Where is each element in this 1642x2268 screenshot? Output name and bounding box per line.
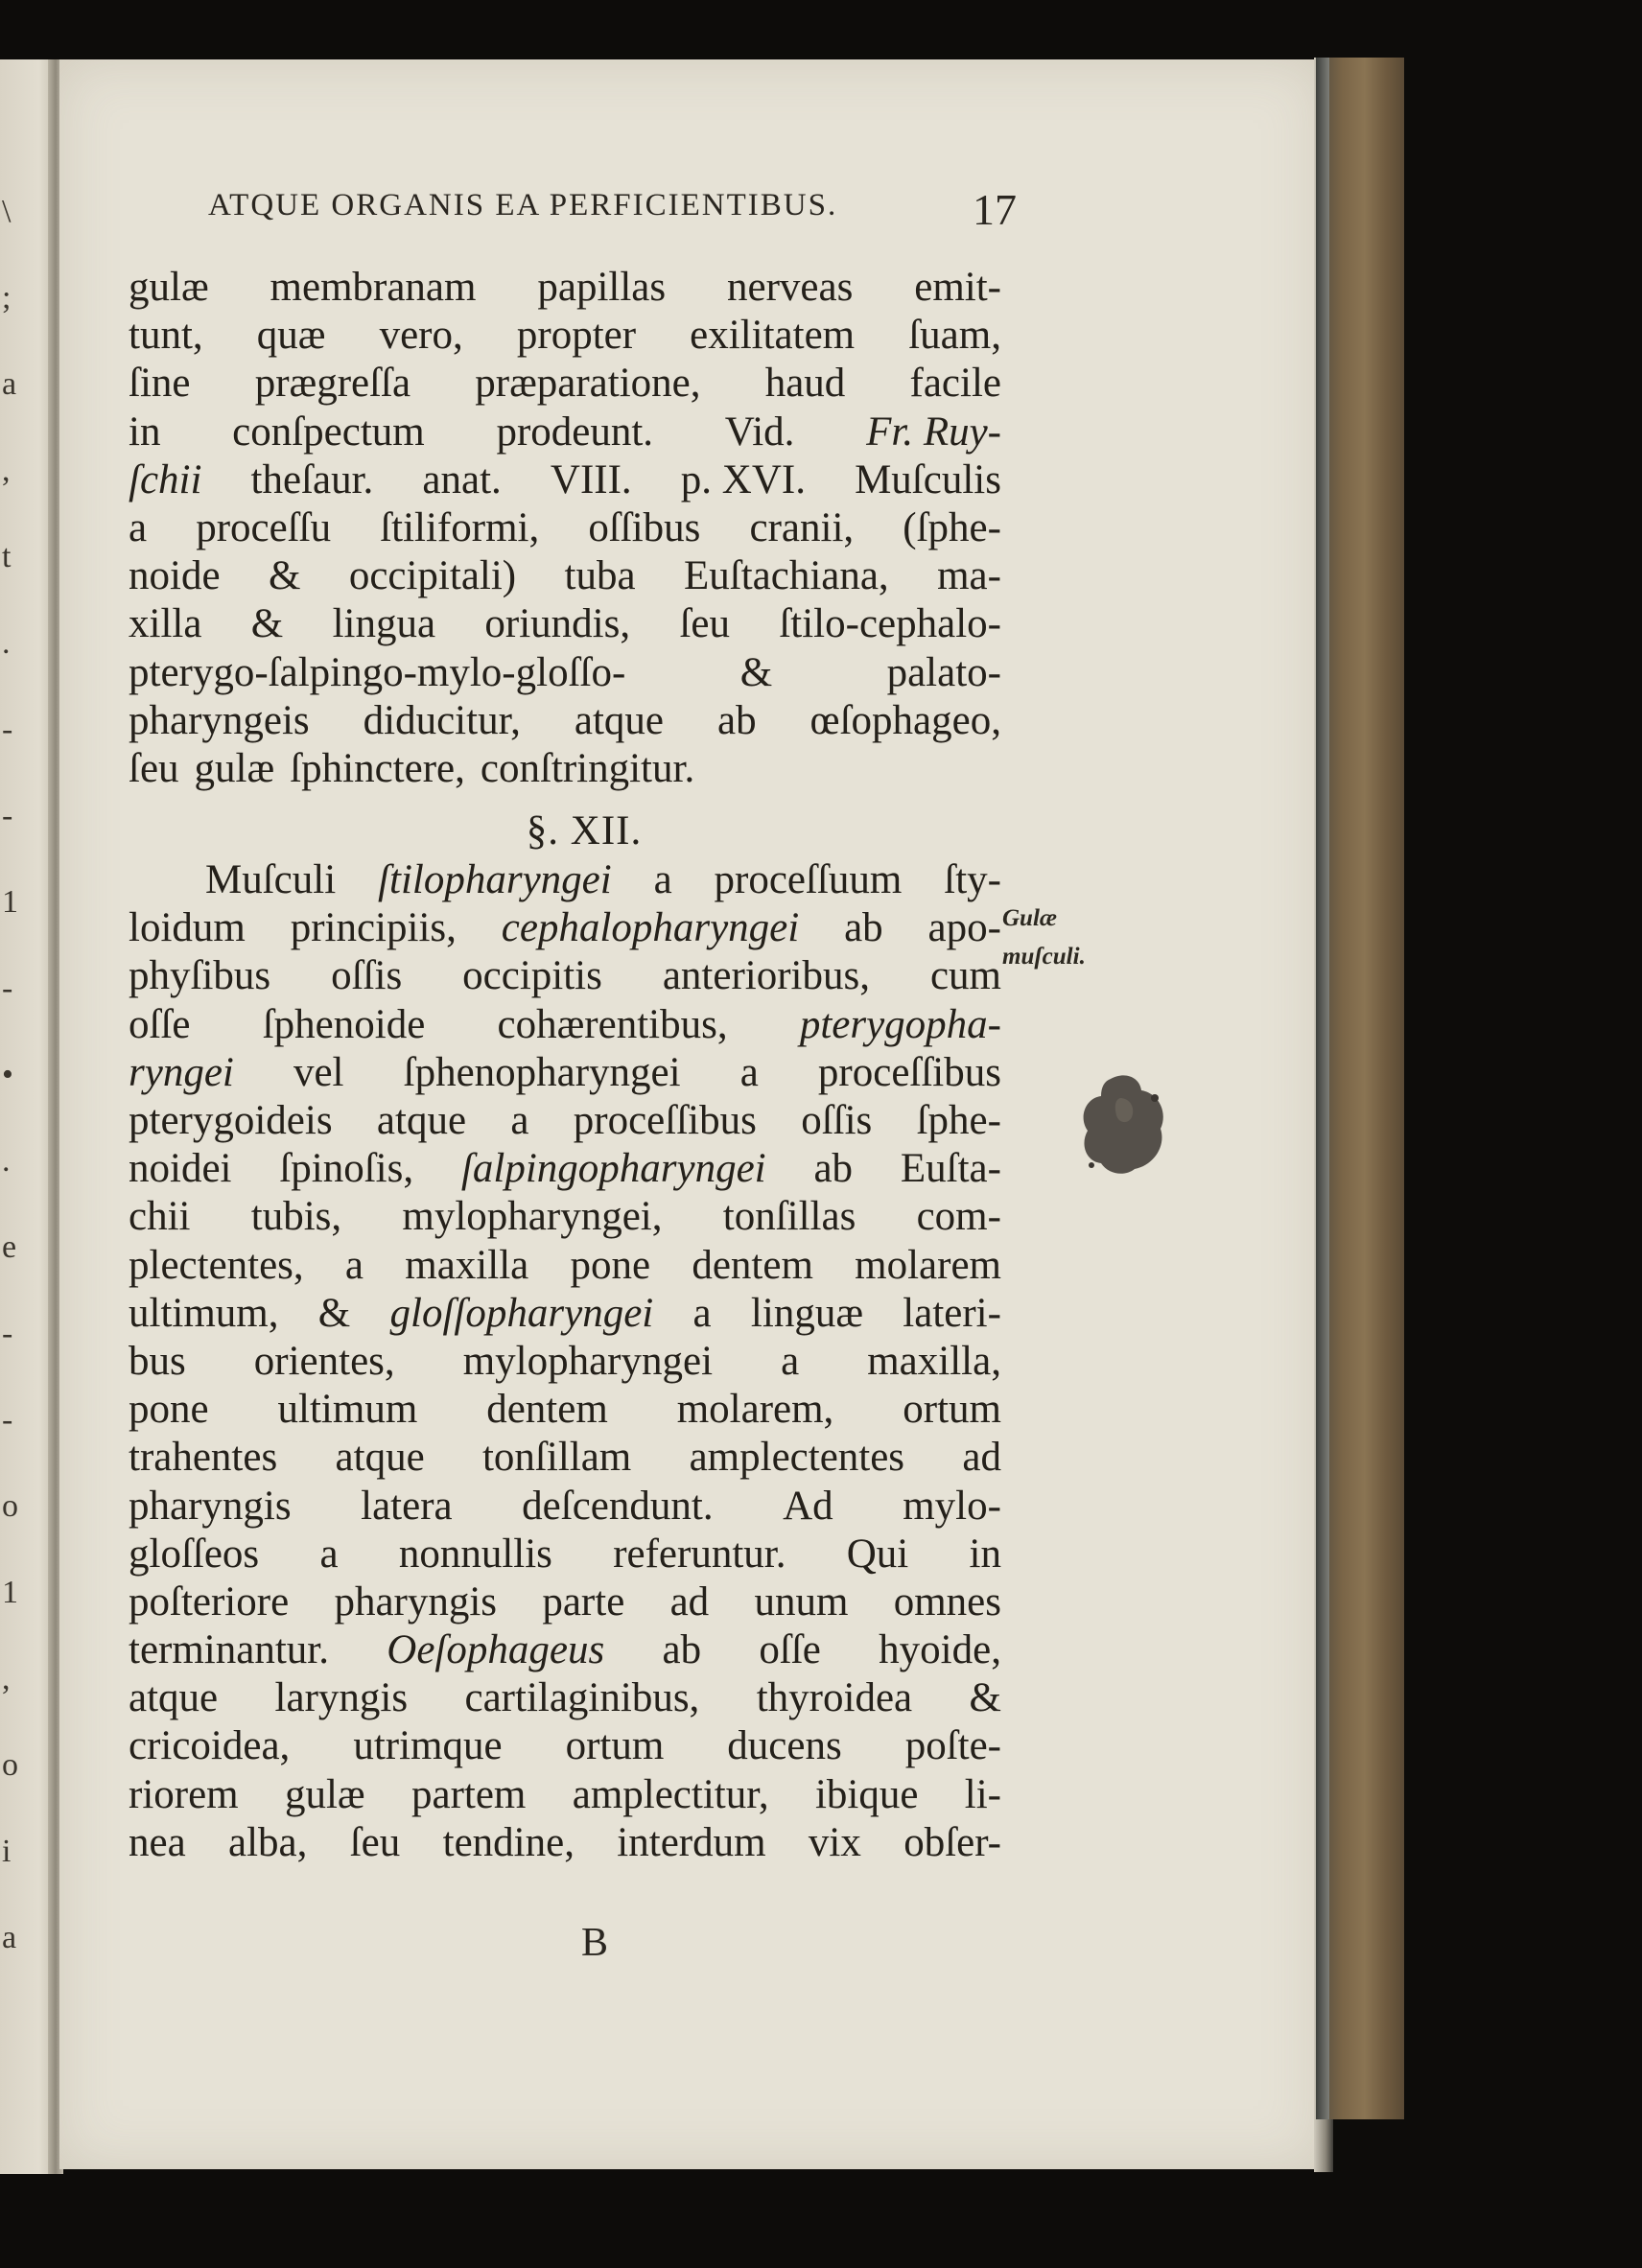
word: a (739, 1049, 759, 1095)
word: ſpinoſis, (279, 1146, 414, 1192)
word: ortum (565, 1723, 665, 1769)
word: laryngis (274, 1675, 409, 1721)
margin-note (1002, 900, 1086, 976)
word: hyoide, (879, 1627, 1001, 1673)
word: ſeu (679, 601, 730, 647)
word: poſteriore (129, 1578, 290, 1625)
word: præparatione, (475, 361, 701, 407)
text-line (129, 409, 1001, 456)
word: pharyngeis (129, 697, 310, 743)
word: a (129, 504, 148, 550)
word: oſſibus (588, 504, 701, 550)
word: atque (574, 697, 665, 743)
word: unum (754, 1578, 849, 1625)
word: interdum (617, 1819, 766, 1865)
word: cartilaginibus, (464, 1675, 700, 1721)
left-page-fragment: • (2, 1057, 13, 1092)
text-line (129, 1338, 1001, 1386)
word: Qui (846, 1531, 909, 1577)
word: oriundis, (484, 601, 631, 647)
text-line (129, 1819, 1001, 1867)
word: terminantur. (129, 1627, 329, 1673)
word: propter (516, 313, 637, 359)
word: occipitali) (348, 553, 517, 599)
word: (ſphe- (903, 504, 1001, 550)
word: obſer- (903, 1819, 1001, 1865)
word: papillas (537, 265, 667, 310)
text-line (129, 1097, 1001, 1145)
text-line (129, 1483, 1001, 1531)
paragraph-1 (129, 264, 1001, 793)
word: & (969, 1675, 1001, 1721)
word: ad (962, 1435, 1001, 1481)
word: p. XVI. (680, 456, 806, 503)
word: noidei (129, 1146, 232, 1192)
word: ſtiliformi, (380, 504, 540, 550)
word: ſtilopharyngei (378, 857, 612, 903)
page-number: 17 (973, 185, 1017, 234)
word: oſſe (759, 1627, 821, 1673)
left-page-fragment: a (2, 1920, 17, 1955)
word: thyroidea (756, 1675, 913, 1721)
word: tendine, (442, 1819, 575, 1865)
word: proceſſuum (714, 857, 903, 903)
word: gloſſeos (129, 1531, 260, 1577)
text-line (129, 1386, 1001, 1434)
word: lingua (332, 601, 436, 647)
word: dentem (692, 1242, 813, 1288)
left-page-fragment: t (2, 539, 12, 574)
left-page-fragment: , (2, 453, 11, 488)
left-page-fragment: o (2, 1747, 18, 1783)
word: Vid. (724, 409, 795, 455)
text-line (129, 1434, 1001, 1482)
left-page-fragment: - (2, 1316, 13, 1351)
text-line (129, 312, 1001, 360)
left-page-fragment: 1 (2, 1575, 18, 1610)
word: membranam (270, 265, 477, 310)
word: mylopharyngei (462, 1338, 714, 1384)
word: nonnullis (398, 1531, 552, 1577)
word: cranii, (749, 504, 855, 550)
word: quæ (256, 313, 326, 359)
word: phyſibus (129, 953, 271, 999)
word: gulæ (284, 1771, 365, 1817)
word: a (692, 1290, 712, 1336)
word: vel (293, 1049, 344, 1095)
word: a (344, 1242, 364, 1288)
text-line (129, 1531, 1001, 1578)
word: cohærentibus, (497, 1001, 728, 1047)
word: tubis, (250, 1194, 342, 1240)
word: utrimque (353, 1723, 503, 1769)
word: Muſculi (205, 857, 337, 903)
left-page-fragment: - (2, 1402, 13, 1438)
word: bus (129, 1338, 186, 1384)
word: oſſis (801, 1098, 873, 1143)
word: & (739, 649, 773, 695)
word: ſchii (129, 456, 202, 503)
text-line (129, 1193, 1001, 1241)
word: proceſſibus (573, 1098, 757, 1143)
section-heading: §. XII. (526, 808, 643, 854)
text-line (129, 1674, 1001, 1722)
word: mylopharyngei, (402, 1194, 663, 1240)
word: ducens (727, 1723, 842, 1769)
word: ultimum (277, 1387, 418, 1433)
left-page-fragment: - (2, 712, 13, 747)
word: molarem, (676, 1387, 834, 1433)
word: occipitis (462, 953, 602, 999)
running-header (197, 185, 1017, 236)
text-line (129, 504, 1001, 552)
word: Euſtachiana, (683, 553, 889, 599)
word: tonſillam (481, 1435, 632, 1481)
word: atque (129, 1675, 219, 1721)
word: ſty- (944, 857, 1001, 903)
word: ryngei (129, 1049, 234, 1095)
word: ab (844, 905, 883, 951)
text-line (129, 360, 1001, 408)
word: facile (909, 361, 1001, 407)
word: & (250, 601, 284, 647)
word: gulæ (129, 265, 209, 310)
word: ma- (937, 553, 1001, 599)
left-page-fragment: . (2, 625, 11, 661)
word: pterygopha- (799, 1001, 1001, 1047)
word: ab (662, 1627, 702, 1673)
left-page-fragment: \ (2, 194, 12, 229)
word: pterygo-ſalpingo-mylo-gloſſo- (129, 649, 626, 695)
word: ſine (129, 361, 191, 407)
body-text (129, 264, 1001, 1867)
word: ſtilo-cephalo- (779, 601, 1001, 647)
word: Muſculis (855, 456, 1001, 503)
left-page-fragment: - (2, 970, 13, 1006)
word: principiis, (290, 905, 457, 951)
word: a (653, 857, 672, 903)
word: ſphinctere, (290, 745, 465, 791)
word: ſphenopharyngei (403, 1049, 681, 1095)
text-line (129, 697, 1001, 745)
left-page-fragment: 1 (2, 884, 18, 920)
text-line (129, 1626, 1001, 1674)
word: tonſillas (722, 1194, 856, 1240)
text-line (129, 552, 1001, 600)
text-line (129, 952, 1001, 1000)
word: anat. (422, 456, 502, 503)
word: pterygoideis (129, 1098, 333, 1143)
word: proceſſibus (817, 1049, 1001, 1095)
left-page-fragment: o (2, 1488, 18, 1524)
word: alba, (228, 1819, 308, 1865)
text-line (129, 456, 1001, 504)
paragraph-2 (129, 856, 1001, 1867)
word: gloſſopharyngei (389, 1290, 654, 1336)
word: chii (129, 1194, 191, 1240)
word: Ad (783, 1483, 833, 1529)
margin-note-line-1: Gulæ (1002, 905, 1057, 931)
text-line (129, 1049, 1001, 1097)
word: ſphenoide (262, 1001, 426, 1047)
word: oſſe (129, 1001, 191, 1047)
word: dentem (486, 1387, 608, 1433)
word: emit- (914, 265, 1001, 310)
word: atque (335, 1435, 425, 1481)
word: ſalpingopharyngei (460, 1146, 766, 1192)
word: proceſſu (196, 504, 332, 550)
word: li- (964, 1771, 1001, 1817)
word: Oeſophageus (387, 1627, 605, 1673)
word: nea (129, 1819, 186, 1865)
word: cricoidea, (129, 1723, 291, 1769)
text-line (129, 745, 1001, 793)
word: cephalopharyngei (501, 905, 800, 951)
word: lateri- (903, 1290, 1001, 1336)
word: amplectitur, (572, 1771, 769, 1817)
book-cover-edge (1316, 58, 1404, 2119)
word: loidum (129, 905, 246, 951)
word: ſphe- (916, 1098, 1001, 1143)
word: & (317, 1290, 351, 1336)
text-line (129, 600, 1001, 648)
word: parte (542, 1578, 625, 1625)
word: mylo- (903, 1483, 1001, 1529)
word: ultimum, (129, 1290, 279, 1336)
word: pone (570, 1242, 651, 1288)
word: deſcendunt. (522, 1483, 714, 1529)
word: in (129, 409, 161, 455)
word: pharyngis (334, 1578, 498, 1625)
word: vero, (379, 313, 463, 359)
word: ſuam, (908, 313, 1001, 359)
text-line (129, 1290, 1001, 1338)
word: Euſta- (900, 1146, 1001, 1192)
word: omnes (893, 1578, 1001, 1625)
word: pone (129, 1387, 209, 1433)
word: conſtringitur. (480, 745, 695, 791)
word: exilitatem (690, 313, 856, 359)
ink-stain-icon (1072, 1069, 1173, 1180)
word: prægreſſa (254, 361, 411, 407)
word: ab (716, 697, 757, 743)
word: prodeunt. (496, 409, 654, 455)
left-page-fragment: e (2, 1229, 17, 1265)
left-page-fragment: , (2, 1661, 11, 1696)
word: ſeu (129, 745, 179, 791)
word: ortum (903, 1387, 1001, 1433)
word: in (969, 1531, 1001, 1577)
word: plectentes, (129, 1242, 304, 1288)
text-line (129, 856, 1001, 904)
text-line (129, 1001, 1001, 1049)
word: cum (929, 953, 1001, 999)
word: maxilla (405, 1242, 529, 1288)
word: gulæ (194, 745, 275, 791)
word: amplectentes (689, 1435, 905, 1481)
word: haud (764, 361, 846, 407)
word: partem (410, 1771, 527, 1817)
word: latera (361, 1483, 453, 1529)
word: VIII. (550, 456, 632, 503)
word: a (510, 1098, 529, 1143)
word: molarem (855, 1242, 1001, 1288)
text-line (129, 1242, 1001, 1290)
text-line (129, 904, 1001, 952)
word: trahentes (129, 1435, 278, 1481)
catchword: B (581, 1921, 609, 1965)
word: Fr. Ruy- (866, 409, 1001, 455)
word: poſte- (904, 1723, 1001, 1769)
left-page-fragment: ; (2, 280, 12, 316)
text-line (129, 1145, 1001, 1193)
left-page-fragment: - (2, 798, 13, 833)
word: theſaur. (250, 456, 374, 503)
word: ab (813, 1146, 854, 1192)
word: œſophageo, (809, 697, 1001, 743)
running-header-title: ATQUE ORGANIS EA PERFICIENTIBUS. (208, 188, 838, 222)
word: com- (916, 1194, 1001, 1240)
word: atque (376, 1098, 467, 1143)
word: & (268, 553, 301, 599)
word: pharyngis (129, 1483, 292, 1529)
word: maxilla, (867, 1338, 1001, 1384)
left-page-fragment: a (2, 366, 17, 402)
word: ſeu (349, 1819, 401, 1865)
word: anterioribus, (662, 953, 870, 999)
text-line (129, 649, 1001, 697)
word: a (781, 1338, 800, 1384)
word: diducitur, (363, 697, 521, 743)
text-line (129, 264, 1001, 312)
word: referuntur. (613, 1531, 786, 1577)
left-page-fragment: . (2, 1143, 11, 1179)
word: noide (129, 553, 221, 599)
word: xilla (129, 601, 202, 647)
word: vix (808, 1819, 861, 1865)
word: linguæ (750, 1290, 863, 1336)
text-line (129, 1722, 1001, 1770)
word: riorem (129, 1771, 239, 1817)
word: nerveas (727, 265, 854, 310)
word: ibique (814, 1771, 919, 1817)
margin-note-line-2: muſculi. (1002, 944, 1086, 970)
word: a (319, 1531, 339, 1577)
word: tunt, (129, 313, 203, 359)
word: palato- (886, 649, 1001, 695)
text-line (129, 1771, 1001, 1819)
word: tuba (564, 553, 636, 599)
word: oſſis (331, 953, 403, 999)
word: orientes, (253, 1338, 395, 1384)
word: ad (669, 1578, 710, 1625)
text-line (129, 1578, 1001, 1626)
left-page-fragment: i (2, 1834, 12, 1869)
word: apo- (927, 905, 1001, 951)
word: conſpectum (232, 409, 425, 455)
